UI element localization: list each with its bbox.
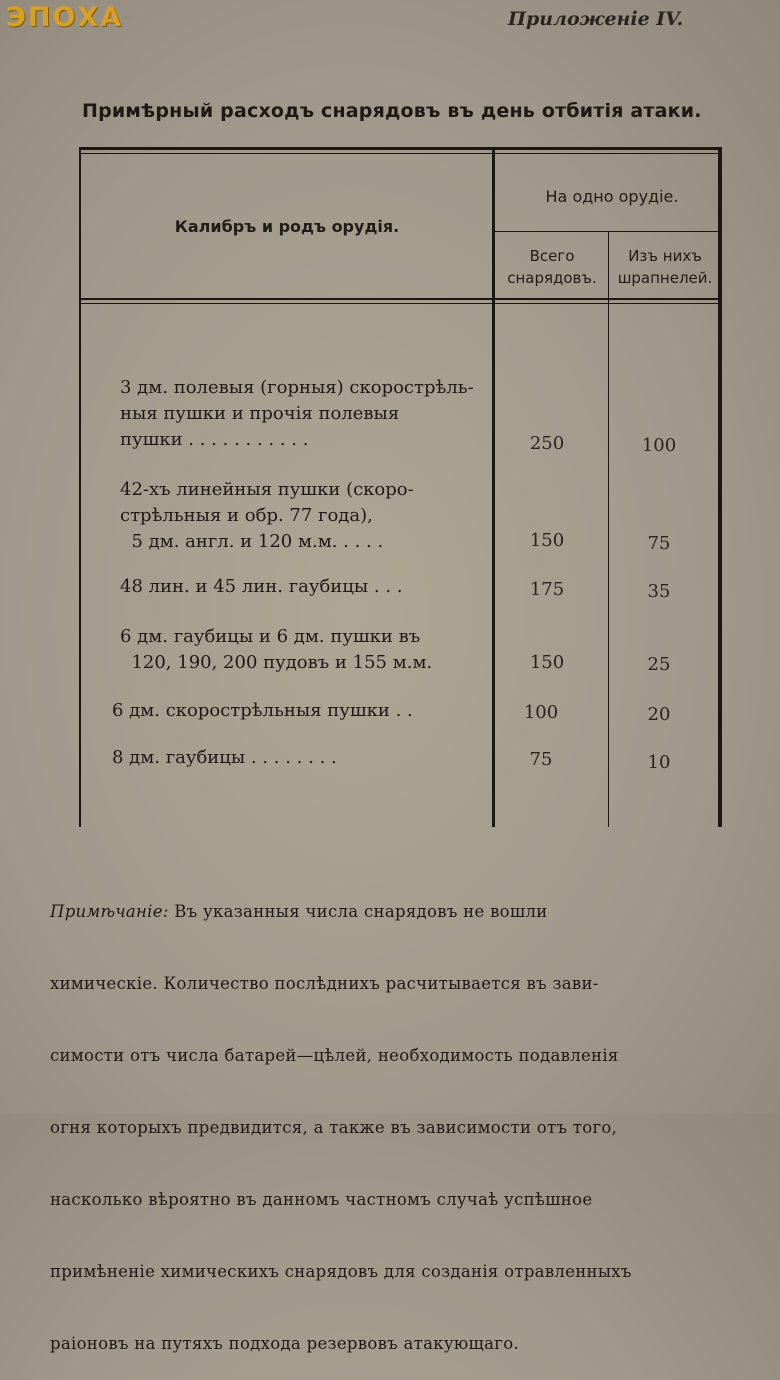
per-gun-group-header: На одно орудіе. [545,187,679,206]
table-row-label: 3 дм. полевыя (горныя) скорострѣль- ныя пушки и прочія полевыя пушки . . . . . . . . . . . [120,377,474,450]
footnote [50,852,718,1380]
table-row-label: 42-хъ линейныя пушки (скоро- стрѣльныя и обр. 77 года), 5 дм. англ. и 120 м.м. . . . . [120,479,414,552]
footnote-text: примѣненіе химическихъ снарядовъ для созданія отравленныхъ [50,1262,632,1281]
header-bottom-rule-2 [80,303,720,304]
header-bottom-rule [80,298,720,300]
total-cell: 250 [529,433,565,454]
shrapnel-cell: 100 [641,435,677,456]
footnote-text: химическіе. Количество послѣднихъ расчитывается въ зави- [50,974,599,993]
total-cell: 150 [529,652,565,673]
table-top-border [80,147,722,150]
caliber-column-header: Калибръ и родъ орудія. [174,217,400,236]
total-cell: 150 [529,530,565,551]
shrapnel-cell: 35 [647,581,671,602]
table-row-label: 6 дм. гаубицы и 6 дм. пушки въ 120, 190, 200 пудовъ и 155 м.м. [120,626,433,673]
table-left-border [79,147,81,827]
table-row-label: 48 лин. и 45 лин. гаубицы . . . [120,576,403,597]
page-title: Примѣрный расходъ снарядовъ въ день отбитія атаки. [82,100,702,122]
shrapnel-cell: 20 [647,704,671,725]
shrapnel-header-line1: Изъ нихъ [628,247,702,265]
total-shells-header-line2: снарядовъ. [507,269,597,287]
total-cell: 100 [523,702,559,723]
group-header-rule [494,231,720,232]
footnote-text: симости отъ числа батарей—цѣлей, необходимость подавленія [50,1046,619,1065]
table-row-label: 8 дм. гаубицы . . . . . . . . [112,747,337,768]
footnote-text: огня которыхъ предвидится, а также въ зависимости отъ того, [50,1118,618,1137]
footnote-text: раіоновъ на путяхъ подхода резервовъ атакующаго. [50,1334,520,1353]
running-head: Приложеніе IV. [508,8,684,30]
total-cell: 75 [529,749,553,770]
table-row-label: 6 дм. скорострѣльныя пушки . . [112,700,413,721]
caliber-divider [492,147,495,827]
footnote-lead: Примѣчаніе: [50,902,169,921]
footnote-text: насколько вѣроятно въ данномъ частномъ случаѣ успѣшное [50,1190,593,1209]
shrapnel-header-line2: шрапнелей. [617,269,713,287]
shrapnel-cell: 25 [647,654,671,675]
shrapnel-cell: 75 [647,533,671,554]
table-top-border-inner [80,153,722,154]
subcolumn-divider [608,232,609,827]
footnote-text: Въ указанныя числа снарядовъ не вошли [168,902,548,921]
total-shells-header-line1: Всего [529,247,575,265]
publisher-logo: ЭПОХА [6,2,124,33]
shrapnel-cell: 10 [647,752,671,773]
total-cell: 175 [529,579,565,600]
ammunition-table [62,147,720,827]
